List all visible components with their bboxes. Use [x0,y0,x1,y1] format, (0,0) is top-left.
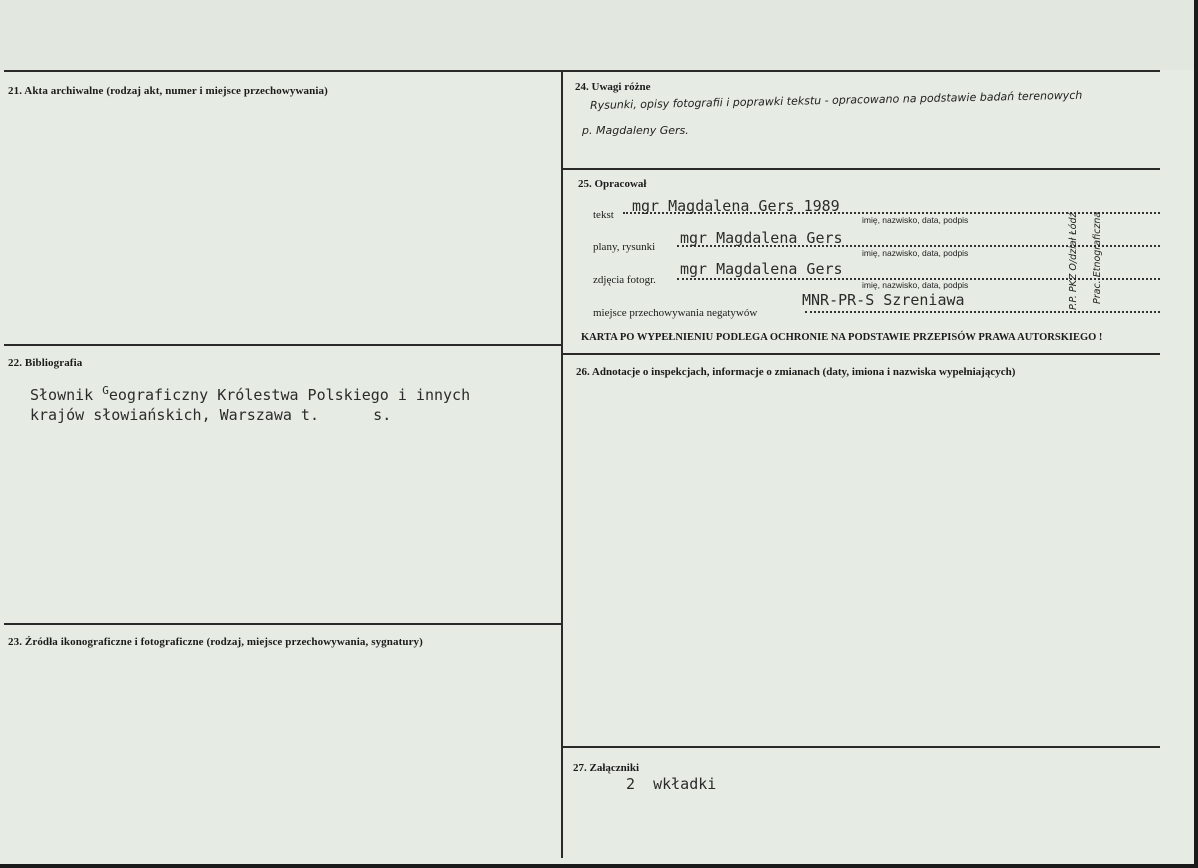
section-27-label: 27. Załączniki [573,762,640,774]
top-rule [4,70,1160,72]
rule-25-26 [563,353,1160,355]
stamp-note-1: P.P. PKZ O/dział Łódź [1068,212,1079,310]
zdjecia-value: mgr Magdalena Gers [680,260,843,278]
remarks-line-1: Rysunki, opisy fotografii i poprawki tekstu - opracowano na podstawie badań terenowych [589,88,1083,112]
bibliography-text-cont: eograficzny Królestwa Polskiego i innych [108,386,471,404]
bibliography-line-2: krajów słowiańskich, Warszawa t. s. [30,406,392,424]
section-22-label: 22. Bibliografia [8,357,83,369]
section-24-label: 24. Uwagi różne [575,81,651,93]
plany-label: plany, rysunki [593,241,656,253]
remarks-line-2: p. Magdaleny Gers. [582,124,689,137]
section-23-label: 23. Źródła ikonograficzne i fotograficzne (rodzaj, miejsce przechowywania, sygnatury) [8,636,423,648]
zdjecia-caption: imię, nazwisko, data, podpis [862,280,969,290]
tekst-caption: imię, nazwisko, data, podpis [862,215,969,225]
tekst-value: mgr Magdalena Gers 1989 [632,197,840,215]
center-divider [561,70,563,858]
rule-26-27 [563,746,1160,748]
bibliography-line-1 [30,384,470,404]
attachments-value: 2 wkładki [626,775,717,793]
section-25-label: 25. Opracował [578,178,647,190]
negatywy-dotted-line [805,311,1160,313]
rule-22-23 [4,623,561,625]
section-21-label: 21. Akta archiwalne (rodzaj akt, numer i miejsce przechowywania) [8,85,328,97]
bibliography-superscript: G [102,384,109,397]
zdjecia-label: zdjęcia fotogr. [593,274,656,286]
stamp-note-2: Prac. Etnograficzna [1092,211,1103,304]
section-26-label: 26. Adnotacje o inspekcjach, informacje o zmianach (daty, imiona i nazwiska wypełniających) [576,366,1016,378]
bibliography-text: Słownik [30,386,103,404]
rule-24-25 [563,168,1160,170]
rule-21-22 [4,344,561,346]
copyright-notice: KARTA PO WYPEŁNIENIU PODLEGA OCHRONIE NA PODSTAWIE PRZEPISÓW PRAWA AUTORSKIEGO ! [581,332,1103,343]
negatywy-value: MNR-PR-S Szreniawa [802,291,965,309]
negatywy-label: miejsce przechowywania negatywów [593,307,758,319]
plany-value: mgr Magdalena Gers [680,229,843,247]
top-margin [0,0,1198,70]
tekst-label: tekst [593,209,614,221]
scan-edge-right [1194,0,1198,868]
scan-edge-bottom [0,864,1198,868]
plany-caption: imię, nazwisko, data, podpis [862,248,969,258]
